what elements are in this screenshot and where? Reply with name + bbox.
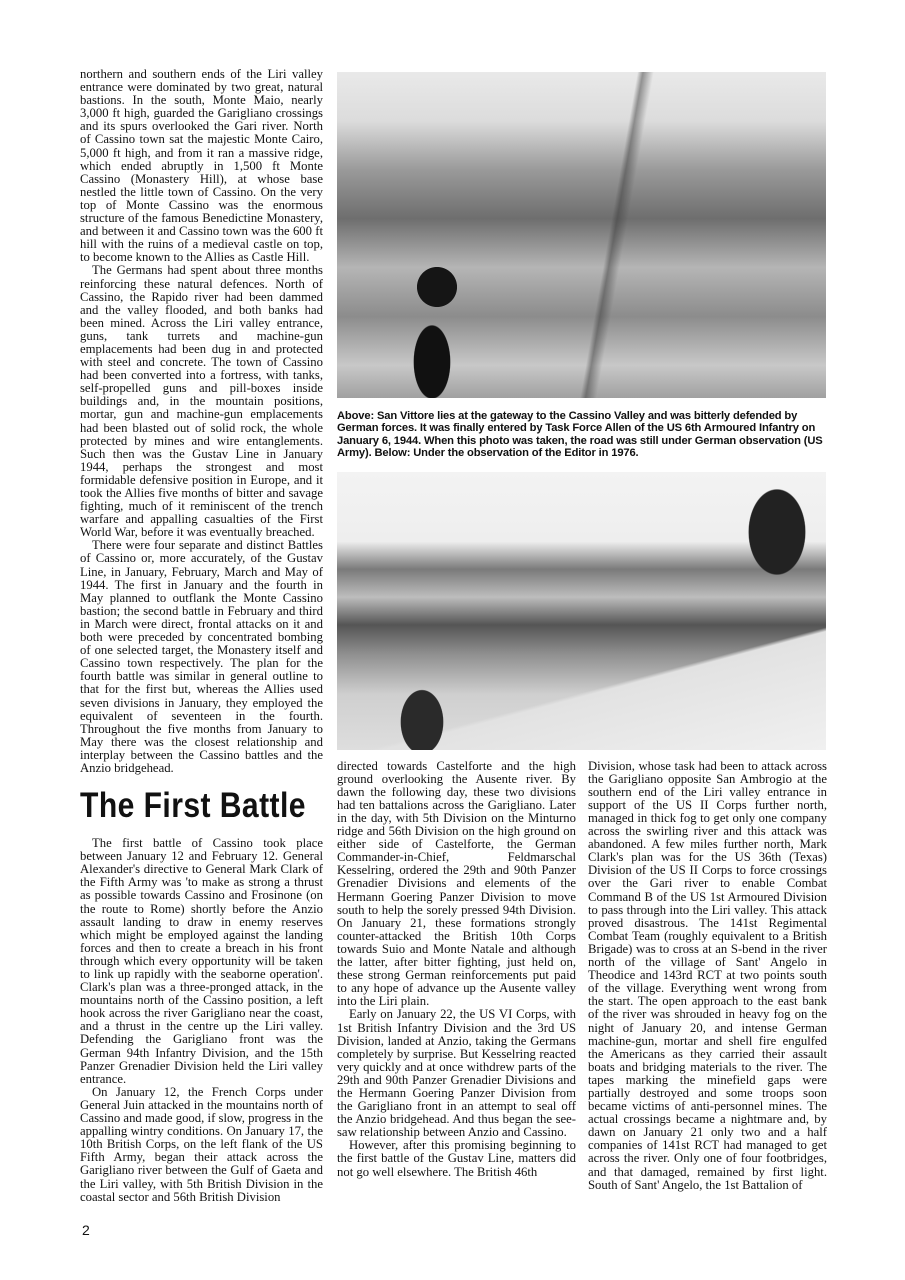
paragraph: The first battle of Cassino took place between January 12 and February 12. General Alexander's directive to General Mark Clark of the Fifth Army was 'to make as strong a thrust as possible towards Cassino and Frosinone (on the route to Rome) shortly before the Anzio assault landing to draw in enemy reserves which might be employed against the landing forces and then to create a breach in his front through which every opportunity will be taken to link up rapidly with the seaborne operation'. Clark's plan was a three-pronged attack, in the mountains north of the Cassino position, a left hook across the river Garigliano near the coast, and a thrust in the centre up the Liri valley. Defending the Garigliano front was the German 94th Infantry Division, and the 15th Panzer Grenadier Division held the Liri valley entrance.	[80, 836, 323, 1086]
paragraph: On January 12, the French Corps under General Juin attacked in the mountains north of Cassino and made good, if slow, progress in the appalling wintry conditions. On January 17, the 10th British Corps, on the left flank of the US Fifth Army, began their attack across the Garigliano river between the Gulf of Gaeta and the Liri valley, with 5th British Division in the coastal sector and 56th British Division	[80, 1084, 323, 1204]
page-number: 2	[82, 1221, 90, 1238]
lower-columns	[337, 760, 827, 1192]
paragraph: However, after this promising beginning to the first battle of the Gustav Line, matters did not go well elsewhere. The British 46th	[337, 1138, 576, 1179]
paragraph: The Germans had spent about three months reinforcing these natural defences. North of Cassino, the Rapido river had been dammed and the valley flooded, and both banks had been mined. Across the Liri valley entrance, guns, tank turrets and machine-gun emplacements had been dug in and protected with steel and concrete. The town of Cassino had been converted into a fortress, with tanks, self-propelled guns and pill-boxes inside buildings and, in the mountain positions, mortar, gun and machine-gun emplacements had been blasted out of solid rock, the whole protected by mines and wire entanglements. Such then was the Gustav Line in January 1944, perhaps the strongest and most formidable defensive position in Europe, and it took the Allies five months of bitter and savage fighting, much of it reminiscent of the trench warfare and appalling casualties of the First World War, before it was eventually breached.	[80, 263, 323, 540]
photo-san-vittore-1976	[337, 472, 826, 750]
left-column-top	[80, 68, 323, 775]
photo-caption: Above: San Vittore lies at the gateway to the Cassino Valley and was bitterly defended by German forces. It was finally entered by Task Force Allen of the US 6th Armoured Infantry on January 6, 1944. When this photo was taken, the road was still under German observation (US Army). Below: Under the observation of the Editor in 1976.	[337, 410, 823, 460]
photo-san-vittore-1944	[337, 72, 826, 398]
paragraph: directed towards Castelforte and the high ground overlooking the Ausente river. By dawn the following day, these two divisions had ten battalions across the Garigliano. Later in the day, with 5th Division on the Minturno ridge and 56th Division on the high ground on either side of Castelforte, the German Commander-in-Chief, Feldmarschal Kesselring, ordered the 29th and 90th Panzer Grenadier Divisions and elements of the Hermann Goering Panzer Division to move south to help the sorely pressed 94th Division. On January 21, these formations strongly counter-attacked the British 10th Corps towards Suio and Monte Natale and although the latter, after bitter fighting, just held on, these strong German reinforcements put paid to any hope of advance up the Ausente valley into the Liri plain.	[337, 758, 576, 1009]
paragraph: Early on January 22, the US VI Corps, with 1st British Infantry Division and the 3rd US Division, landed at Anzio, taking the Germans completely by surprise. But Kesselring reacted very quickly and at once withdrew parts of the 29th and 90th Panzer Grenadier Divisions and the Hermann Goering Panzer Division from the Garigliano front in an attempt to seal off the Anzio bridgehead. And thus began the see-saw relationship between Anzio and Cassino.	[337, 1007, 576, 1140]
right-column	[588, 760, 827, 1192]
paragraph: There were four separate and distinct Battles of Cassino or, more accurately, of the Gustav Line, in January, February, March and May of 1944. The first in January and the fourth in May planned to outflank the Monte Cassino bastion; the second battle in February and third in March were direct, frontal attacks on it and both were preceded by concentrated bombing of one selected target, the Monastery itself and Cassino town respectively. The plan for the fourth battle was similar in general outline to that for the first but, whereas the Allies used seven divisions in January, they employed the equivalent of seventeen in the fourth. Throughout the five months from January to May there was the closest relationship and interplay between the Cassino battles and the Anzio bridgehead.	[80, 538, 323, 775]
left-column-bottom	[80, 837, 323, 1204]
paragraph: Division, whose task had been to attack across the Garigliano opposite San Ambrogio at the southern end of the Liri valley entrance in support of the US II Corps further north, managed in thick fog to get only one company across the swirling river and this attack was abandoned. A few miles further north, Mark Clark's plan was for the US 36th (Texas) Division of the US II Corps to force crossings over the Gari river to enable Combat Command B of the US 1st Armoured Division to pass through into the Liri valley. This attack proved disastrous. The 141st Regimental Combat Team (roughly equivalent to a British Brigade) was to cross at an S-bend in the river north of the village of Sant' Angelo in Theodice and 143rd RCT at two points south of the village. Everything went wrong from the start. The open approach to the east bank of the river was shrouded in heavy fog on the night of January 20, and intense German machine-gun, mortar and shell fire engulfed the Americans as they carried their assault boats and bridging materials to the river. The tapes marking the minefield gaps were partially destroyed and some troops soon became victims of anti-personnel mines. The actual crossings became a nightmare and, by dawn on January 21 only two and a half companies of 141st RCT had managed to get across the river. Only one of four footbridges, and that damaged, remained by first light. South of Sant' Angelo, the 1st Battalion of	[588, 758, 827, 1192]
right-area	[337, 72, 827, 1192]
paragraph: northern and southern ends of the Liri valley entrance were dominated by two great, natural bastions. In the south, Monte Maio, nearly 3,000 ft high, guarded the Garigliano crossings and its spurs overlooked the Gari river. North of Cassino town sat the majestic Monte Cairo, 5,000 ft high, and from it ran a massive ridge, which ended abruptly in 1,500 ft Monte Cassino (Monastery Hill), at whose base nestled the little town of Cassino. On the very top of Monte Cassino was the enormous structure of the famous Benedictine Monastery, and between it and Cassino town was the 600 ft hill with the ruins of a medieval castle on top, to become known to the Allies as Castle Hill.	[80, 67, 323, 265]
left-column	[80, 68, 323, 1204]
middle-column	[337, 760, 576, 1192]
section-heading: The First Battle	[80, 786, 306, 826]
